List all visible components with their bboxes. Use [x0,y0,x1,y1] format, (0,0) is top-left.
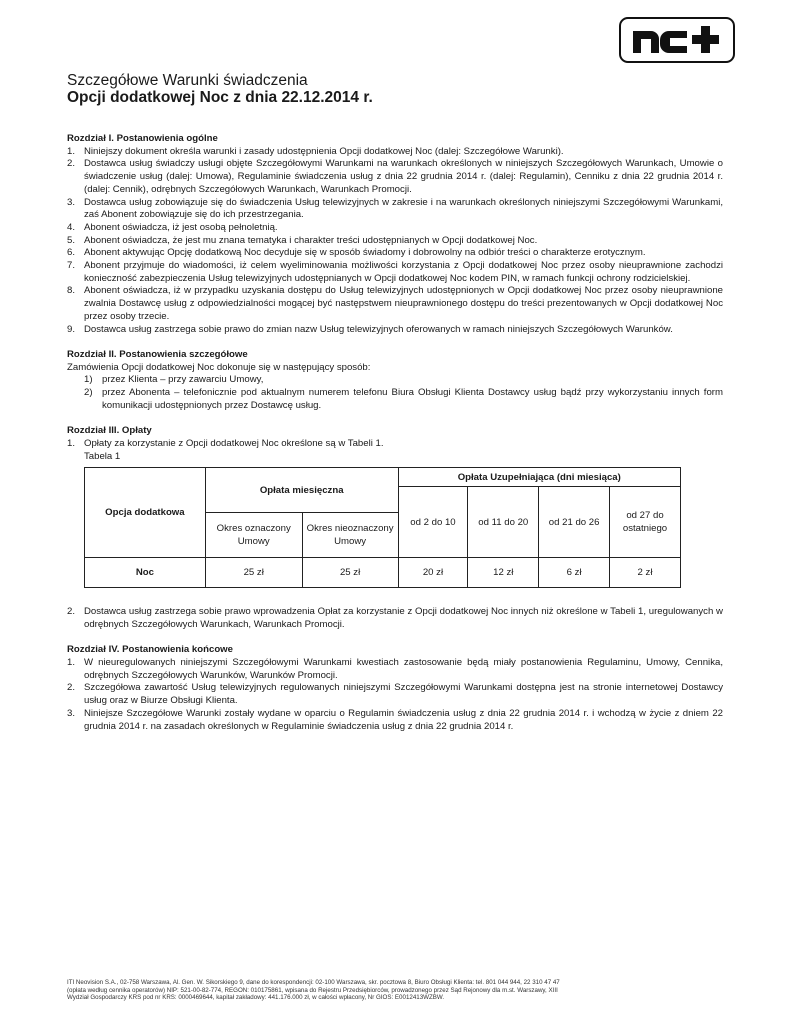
table-header-option: Opcja dodatkowa [85,468,206,558]
section-1-list [67,146,723,337]
list-item: 3. Niniejsze Szczegółowe Warunki zostały wydane w oparciu o Regulamin świadczenia usług z dnia 22 grudnia 2014 r. i wchodzą w życie z dniem 22 grudnia 2014 r. na zasadach określonych w Regulaminie świadczenia usług z dnia 22 grudnia 2014 r. [67,707,723,732]
table-header-days-21-26: od 21 do 26 [539,487,610,558]
table-cell-fixed: 25 zł [205,558,302,588]
document-title [67,72,373,106]
title-line-2: Opcji dodatkowej Noc z dnia 22.12.2014 r. [67,89,373,106]
table-cell-days-2-10: 20 zł [398,558,468,588]
section-2-intro: Zamówienia Opcji dodatkowej Noc dokonuje się w następujący sposób: [67,361,371,373]
list-item: 2. Szczegółowa zawartość Usług telewizyjnych regulowanych niniejszymi Szczegółowymi Warunkami dostępna jest na stronie internetowej Dostawcy usług oraz w Biurze Obsługi Klienta. [67,682,723,707]
list-item: 2. Dostawca usług zastrzega sobie prawo wprowadzenia Opłat za korzystanie z Opcji dodatkowej Noc innych niż określone w Tabeli 1, uregulowanych w odrębnych Szczegółowych Warunkach, Warunkach Promocji. [67,606,723,630]
nc-plus-logo [619,17,735,63]
table-cell-indefinite: 25 zł [302,558,398,588]
table-header-days-2-10: od 2 do 10 [398,487,468,558]
list-item: 1) przez Klienta – przy zawarciu Umowy, [84,374,264,386]
section-1-heading: Rozdział I. Postanowienia ogólne [67,133,218,144]
table-header-indefinite-term: Okres nieoznaczony Umowy [302,513,398,558]
footer-legal-info [67,979,723,1002]
table-header-supplementary: Opłata Uzupełniająca (dni miesiąca) [398,468,680,487]
section-3-list [67,438,723,451]
list-item: 2. Dostawca usług świadczy usługi objęte Szczegółowymi Warunkami na warunkach określonych w niniejszych Szczegółowych Warunkach, Umowie o świadczenie usług (dalej: Umowa), Regulaminie świadczenia usług z dnia 22 grudnia 2014 r. (dalej: Regulamin), Cenniku z dnia 22 grudnia 2014 r. (dalej: Cennik), odrębnych Szczegółowych Warunkach, Warunkach Promocji. [67,158,723,195]
section-2-heading: Rozdział II. Postanowienia szczegółowe [67,348,248,360]
list-item: 1. W nieuregulowanych niniejszymi Szczegółowymi Warunkami kwestiach zastosowanie będą miały postanowienia Regulaminu, Umowy, Cennika, odrębnych Szczegółowych Warunków, Warunków Promocji. [67,657,723,681]
list-item: 5. Abonent oświadcza, że jest mu znana tematyka i charakter treści udostępnianych w Opcji dodatkowej Noc. [67,234,538,246]
table-header-monthly: Opłata miesięczna [205,468,398,513]
footer-line-1: ITI Neovision S.A., 02-758 Warszawa, Al. Gen. W. Sikorskiego 9, dane do korespondencji: 02-100 Warszawa, skr. pocztowa 8, Biuro Obsługi Klienta: tel. 801 044 944, 22 310 47 47 [67,979,560,986]
nc-plus-logo-icon [629,25,725,55]
list-item: 8. Abonent oświadcza, iż w przypadku uzyskania dostępu do Usług telewizyjnych udostępnionych w Opcji dodatkowej Noc przez osoby nieuprawnione zwalnia Dostawcę usług z odpowiedzialności mogącej być następstwem nieuprawnionego dostępu do treści prezentowanych w Opcji dodatkowej Noc przez osoby trzecie. [67,285,723,322]
list-item: 9. Dostawca usług zastrzega sobie prawo do zmian nazw Usług telewizyjnych oferowanych w ramach niniejszych Szczegółowych Warunków. [67,323,673,335]
list-item: 2) przez Abonenta – telefonicznie pod aktualnym numerem telefonu Biura Obsługi Klienta Dostawcy usług bądź przy wykorzystaniu innych form komunikacji udostępnionych przez Dostawcę usług. [84,387,723,411]
list-item: 1. Opłaty za korzystanie z Opcji dodatkowej Noc określone są w Tabeli 1. [67,437,384,449]
list-item: 4. Abonent oświadcza, iż jest osobą pełnoletnią. [67,221,278,233]
table-cell-days-27-last: 2 zł [610,558,681,588]
footer-line-2: (opłata według cennika operatorów) NIP: 521-00-82-774, REGON: 010175861, wpisana do Rejestru Przedsiębiorców, prowadzonego przez Sąd Rejonowy dla m.st. Warszawy, XIII [67,986,558,994]
document-body [67,133,723,733]
footer-line-3: Wydział Gospodarczy KRS pod nr KRS: 0000469644, kapitał zakładowy: 441.176.000 zł, w całości wpłacony, Nr GIOS: E0012413WZBW. [67,994,445,1002]
table-cell-option-name: Noc [85,558,206,588]
section-2-list [67,374,723,412]
table-header-days-11-20: od 11 do 20 [468,487,539,558]
table-caption: Tabela 1 [84,450,121,462]
list-item: 3. Dostawca usług zobowiązuje się do świadczenia Usług telewizyjnych w zakresie i na warunkach określonych niniejszymi Szczegółowymi Warunkami, zaś Abonent zobowiązuje się do ich przestrzegania. [67,196,723,221]
list-item: 6. Abonent aktywując Opcję dodatkową Noc decyduje się w sposób świadomy i dobrowolny na odbiór treści o charakterze erotycznym. [67,247,646,259]
fees-table [84,467,681,588]
section-3-heading: Rozdział III. Opłaty [67,425,152,437]
table-cell-days-21-26: 6 zł [539,558,610,588]
section-3-list-continued [67,606,723,631]
table-row [85,558,681,588]
section-4-heading: Rozdział IV. Postanowienia końcowe [67,644,233,656]
section-4-list [67,657,723,733]
table-header-days-27-last: od 27 do ostatniego [610,487,681,558]
title-line-1: Szczegółowe Warunki świadczenia [67,72,308,89]
table-cell-days-11-20: 12 zł [468,558,539,588]
list-item: 1. Niniejszy dokument określa warunki i zasady udostępnienia Opcji dodatkowej Noc (dalej: Szczegółowe Warunki). [67,145,564,157]
table-header-fixed-term: Okres oznaczony Umowy [205,513,302,558]
list-item: 7. Abonent przyjmuje do wiadomości, iż celem wyeliminowania możliwości korzystania z Opcji dodatkowej Noc przez osoby nieuprawnione zachodzi konieczność zabezpieczenia Usług telewizyjnych udostępnianych w Opcji dodatkowej Noc kodem PIN, w ramach funkcji ochrony rodzicielskiej. [67,260,723,284]
